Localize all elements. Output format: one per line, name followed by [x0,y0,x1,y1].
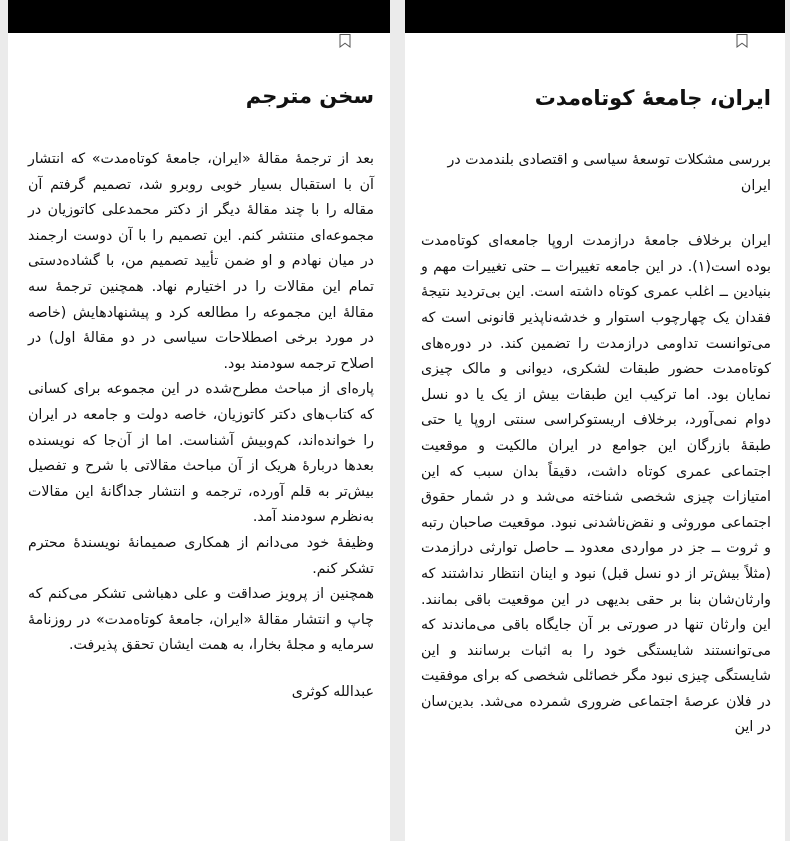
paragraph: بعد از ترجمهٔ مقالهٔ «ایران، جامعهٔ کوتاه‌مدت» که انتشار آن با استقبال بسیار خوبی روبرو شد، تصمیم گرفتم آن مقاله را با چند مقالهٔ دیگر از دکتر محمدعلی کاتوزیان در مجموعه‌ای منتشر کنم. این تصمیم را با آن دوست ارجمند در میان نهادم و او ضمن تأیید تصمیم من، با گشاده‌دستی تمام این مقالات را در اختیارم نهاد. همچنین ترجمهٔ سه مقالهٔ این مجموعه را مطالعه کرد و پیشنهادهایش (خاصه در مورد برخی اصطلاحات سیاسی در دو مقالهٔ اول) در اصلاح ترجمه سودمند بود. [28,151,374,372]
paragraph: وظیفهٔ خود می‌دانم از همکاری صمیمانهٔ نویسندهٔ محترم تشکر کنم. [28,534,374,577]
chapter-body: ایران برخلاف جامعهٔ درازمدت اروپا جامعه‌ای کوتاه‌مدت بوده است(۱). در این جامعه تغییرات ــ حتی تغییرات مهم و بنیادین ــ اغلب عمری کوتاه داشته است. این بی‌تردید نتیجهٔ فقدان یک چهارچوب استوار و خدشه‌ناپذیر قانونی است که می‌توانست تداومی درازمدت را تضمین کند. در دوره‌های کوتاه‌مدت حضور طبقات لشکری، دیوانی و مالک چیزی نمایان بود. اما ترکیب این طبقات بیش از یک یا دو نسل دوام نمی‌آورد، برخلاف اریستوکراسی سنتی اروپا یا حتی طبقهٔ بازرگان این جوامع در ایران مالکیت و موقعیت اجتماعی عمری کوتاه داشت، دقیقاً بدان سبب که این امتیازات چیزی شخصی شناخته می‌شد و در شمار حقوق اجتماعی موروثی و نقض‌ناشدنی نبود. موقعیت صاحبان رتبه و ثروت ــ جز در مواردی معدود ــ حاصل توارثی درازمدت (مثلاً بیش‌تر از دو نسل قبل) نبود و اینان انتظار نداشتند که وارثان‌شان بنا بر حقی بدیهی در این موقعیت باقی بمانند. این وارثان تنها در صورتی بر آن جایگاه باقی می‌ماندند که می‌توانستند شایستگی خود را به اثبات برسانند و این شایستگی چیزی نبود مگر خصائلی شخصی که برای موفقیت در فلان عرصهٔ اجتماعی ضروری شمرده می‌شد. بدین‌سان در این [421,233,771,736]
right-page-content [421,78,771,741]
left-page[interactable] [8,0,390,841]
right-page[interactable] [405,0,785,841]
left-page-content [28,78,374,705]
bookmark-icon[interactable] [736,34,748,48]
bookmark-icon[interactable] [339,34,351,48]
paragraph: همچنین از پرویز صداقت و علی دهباشی تشکر می‌کنم که چاپ و انتشار مقالهٔ «ایران، جامعهٔ کوتاه‌مدت» در روزنامهٔ سرمایه و مجلهٔ بخارا، به همت ایشان تحقق پذیرفت. [28,586,374,654]
top-bar [405,0,785,33]
paragraph: پاره‌ای از مباحث مطرح‌شده در این مجموعه برای کسانی که کتاب‌های دکتر کاتوزیان، خاصه دولت و جامعه در ایران را خوانده‌اند، کم‌وبیش آشناست. اما از آن‌جا که نویسنده بعدها دربارهٔ هریک از آن مباحث مقالاتی با شرح و تفصیل بیش‌تر به قلم آورده، ترجمه و انتشار جداگانهٔ این مقالات به‌نظرم سودمند آمد. [28,381,374,526]
page-title: سخن مترجم [245,84,374,108]
chapter-subtitle: بررسی مشکلات توسعهٔ سیاسی و اقتصادی بلندمدت در ایران [447,152,771,194]
translator-signature: عبدالله کوثری [291,683,374,700]
chapter-title: ایران، جامعهٔ کوتاه‌مدت [534,86,771,110]
top-bar [8,0,390,33]
